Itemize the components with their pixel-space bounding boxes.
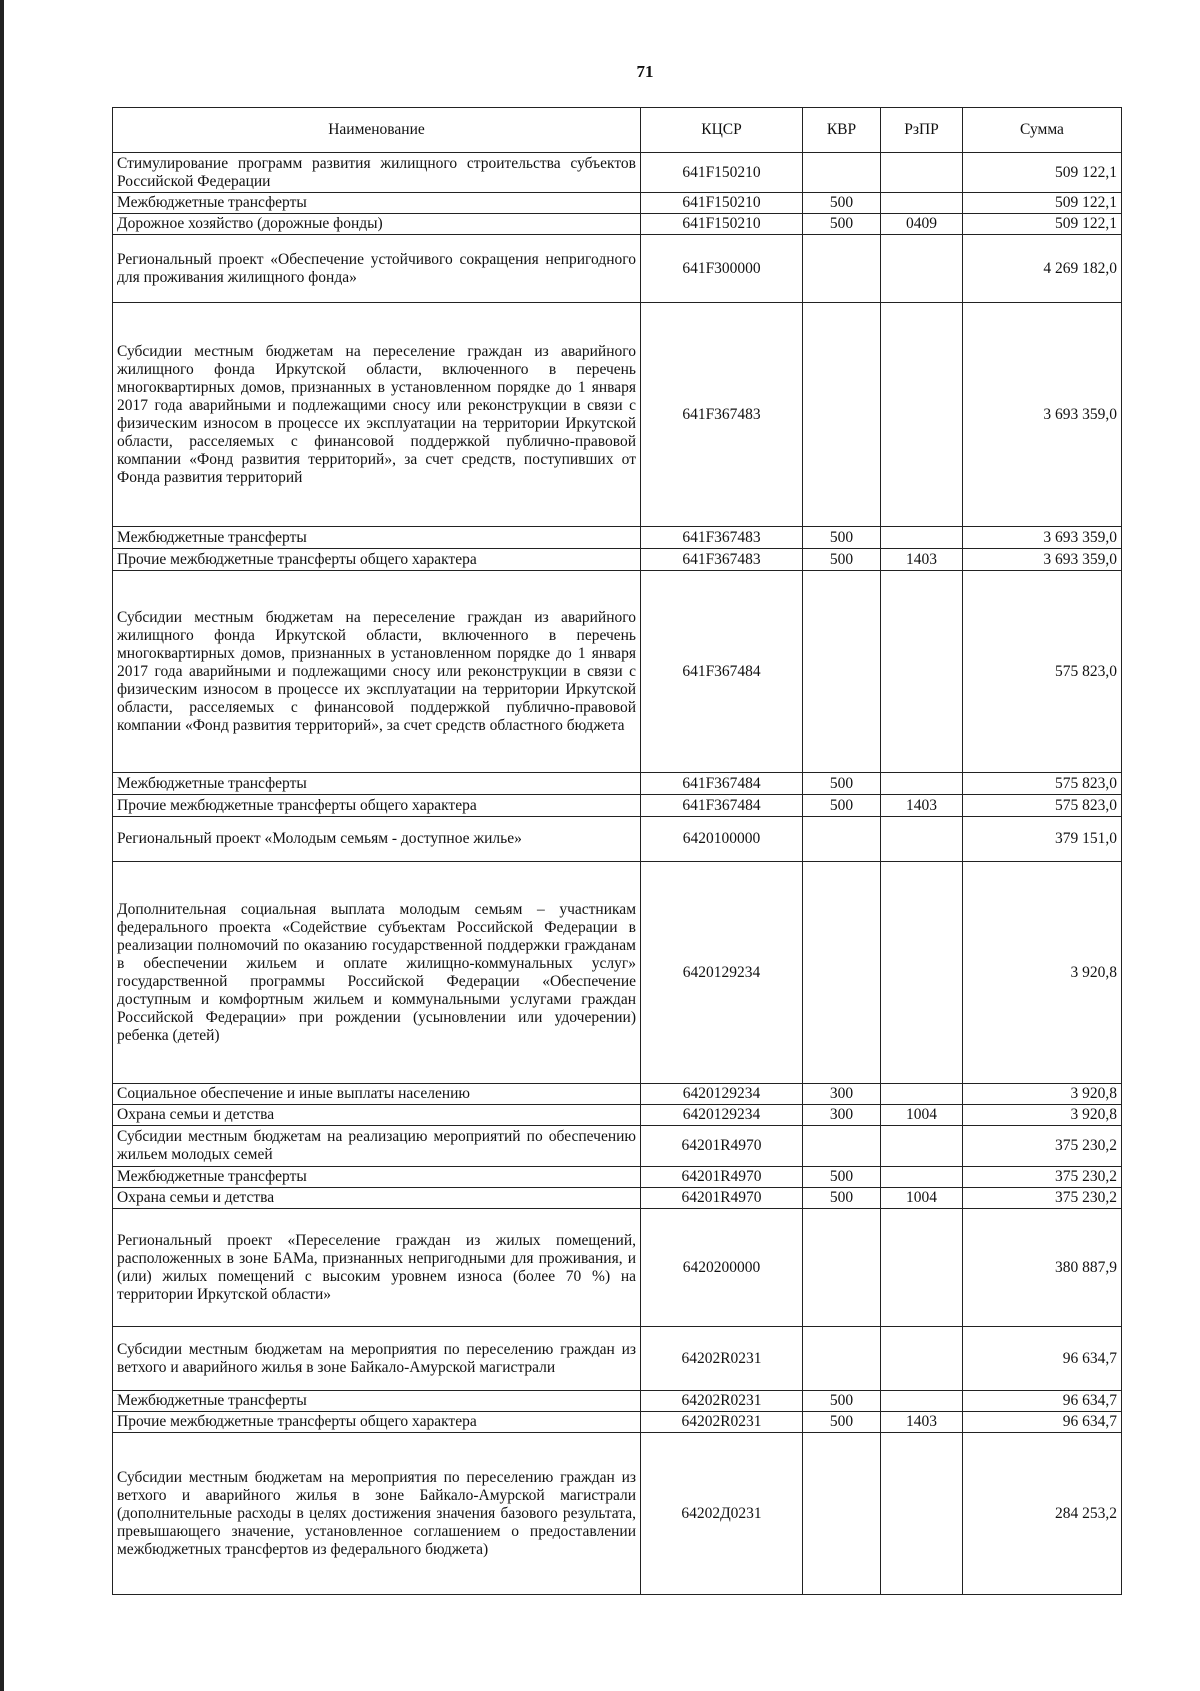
table-row [113,817,1122,862]
cell-name: Прочие межбюджетные трансферты общего характера [113,795,641,817]
cell-name: Субсидии местным бюджетам на переселение граждан из аварийного жилищного фонда Иркутской области, включенного в перечень многоквартирных домов, признанных в установленном порядке до 1 января 2017 года аварийными и подлежащими сносу или реконструкции в связи с физическим износом в процессе их эксплуатации на территории Иркутской области, расселяемых с финансовой поддержкой публично-правовой компании «Фонд развития территорий», за счет средств областного бюджета [113,571,641,773]
cell-rzpr: 1004 [881,1188,963,1209]
cell-name: Субсидии местным бюджетам на мероприятия по переселению граждан из ветхого и аварийного жилья в зоне Байкало-Амурской магистрали (дополнительные расходы в целях достижения значения базового результата, превышающего значение, установленное соглашением о предоставлении межбюджетных трансфертов из федерального бюджета) [113,1433,641,1595]
header-name: Наименование [113,108,641,153]
cell-rzpr: 1403 [881,549,963,571]
cell-sum: 575 823,0 [963,773,1122,795]
cell-rzpr: 0409 [881,214,963,235]
cell-kcsr: 6420100000 [641,817,803,862]
cell-kcsr: 641F367483 [641,303,803,527]
cell-sum: 379 151,0 [963,817,1122,862]
table-row [113,1084,1122,1105]
page-number: 71 [636,62,654,81]
cell-kvr [803,1209,881,1327]
cell-name: Субсидии местным бюджетам на переселение граждан из аварийного жилищного фонда Иркутской области, включенного в перечень многоквартирных домов, признанных в установленном порядке до 1 января 2017 года аварийными и подлежащими сносу или реконструкции в связи с физическим износом в процессе их эксплуатации на территории Иркутской области, расселяемых с финансовой поддержкой публично-правовой компании «Фонд развития территорий», за счет средств, поступивших от Фонда развития территорий [113,303,641,527]
cell-rzpr [881,303,963,527]
cell-rzpr [881,1167,963,1188]
cell-sum: 509 122,1 [963,214,1122,235]
table-row [113,795,1122,817]
cell-sum: 3 920,8 [963,862,1122,1084]
cell-kcsr: 64202R0231 [641,1327,803,1391]
table-row [113,527,1122,549]
cell-kvr: 500 [803,1412,881,1433]
cell-kvr: 500 [803,193,881,214]
table-row [113,862,1122,1084]
cell-name: Межбюджетные трансферты [113,527,641,549]
header-kcsr: КЦСР [641,108,803,153]
cell-rzpr [881,1391,963,1412]
cell-name: Межбюджетные трансферты [113,1391,641,1412]
table-row [113,303,1122,527]
cell-rzpr [881,527,963,549]
cell-rzpr: 1403 [881,1412,963,1433]
table-row [113,1188,1122,1209]
table-row [113,1391,1122,1412]
cell-sum: 575 823,0 [963,795,1122,817]
cell-kcsr: 641F150210 [641,193,803,214]
cell-kcsr: 64202R0231 [641,1391,803,1412]
cell-rzpr [881,193,963,214]
cell-name: Социальное обеспечение и иные выплаты населению [113,1084,641,1105]
table-row [113,153,1122,193]
cell-kcsr: 6420200000 [641,1209,803,1327]
cell-kvr: 300 [803,1084,881,1105]
cell-kvr: 500 [803,795,881,817]
cell-sum: 284 253,2 [963,1433,1122,1595]
cell-sum: 3 693 359,0 [963,303,1122,527]
budget-table [112,107,1122,1595]
table-row [113,571,1122,773]
cell-sum: 96 634,7 [963,1412,1122,1433]
cell-kcsr: 64201R4970 [641,1167,803,1188]
scan-edge [0,0,4,1691]
cell-sum: 96 634,7 [963,1391,1122,1412]
cell-rzpr [881,1327,963,1391]
cell-sum: 509 122,1 [963,193,1122,214]
cell-rzpr [881,773,963,795]
cell-sum: 375 230,2 [963,1167,1122,1188]
cell-kvr [803,1327,881,1391]
cell-name: Прочие межбюджетные трансферты общего характера [113,549,641,571]
cell-kvr: 500 [803,1391,881,1412]
cell-sum: 3 693 359,0 [963,549,1122,571]
cell-kcsr: 641F300000 [641,235,803,303]
cell-sum: 3 693 359,0 [963,527,1122,549]
cell-kvr: 500 [803,1167,881,1188]
cell-name: Региональный проект «Обеспечение устойчивого сокращения непригодного для проживания жилищного фонда» [113,235,641,303]
table-row [113,214,1122,235]
cell-rzpr [881,1209,963,1327]
cell-name: Субсидии местным бюджетам на реализацию мероприятий по обеспечению жильем молодых семей [113,1126,641,1167]
cell-kcsr: 641F367484 [641,795,803,817]
table-row [113,1126,1122,1167]
table-row [113,193,1122,214]
cell-kvr: 500 [803,1188,881,1209]
cell-kcsr: 64201R4970 [641,1188,803,1209]
cell-rzpr [881,235,963,303]
cell-rzpr [881,862,963,1084]
cell-rzpr [881,1126,963,1167]
cell-name: Дорожное хозяйство (дорожные фонды) [113,214,641,235]
cell-sum: 3 920,8 [963,1084,1122,1105]
cell-kcsr: 641F150210 [641,214,803,235]
cell-name: Субсидии местным бюджетам на мероприятия по переселению граждан из ветхого и аварийного жилья в зоне Байкало-Амурской магистрали [113,1327,641,1391]
table-row [113,1167,1122,1188]
cell-name: Региональный проект «Молодым семьям - доступное жилье» [113,817,641,862]
cell-kcsr: 641F367483 [641,549,803,571]
cell-rzpr [881,571,963,773]
cell-name: Стимулирование программ развития жилищного строительства субъектов Российской Федерации [113,153,641,193]
header-kvr: КВР [803,108,881,153]
cell-kcsr: 6420129234 [641,1105,803,1126]
cell-name: Межбюджетные трансферты [113,193,641,214]
cell-name: Дополнительная социальная выплата молодым семьям – участникам федерального проекта «Содействие субъектам Российской Федерации в реализации полномочий по оказанию государственной поддержки гражданам в обеспечении жильем и оплате жилищно-коммунальных услуг» государственной программы Российской Федерации «Обеспечение доступным и комфортным жильем и коммунальными услугами граждан Российской Федерации» при рождении (усыновлении или удочерении) ребенка (детей) [113,862,641,1084]
cell-kcsr: 64202R0231 [641,1412,803,1433]
cell-sum: 509 122,1 [963,153,1122,193]
cell-sum: 96 634,7 [963,1327,1122,1391]
cell-kvr: 300 [803,1105,881,1126]
cell-kcsr: 641F367484 [641,773,803,795]
cell-name: Региональный проект «Переселение граждан из жилых помещений, расположенных в зоне БАМа, признанных непригодными для проживания, и (или) жилых помещений с высоким уровнем износа (более 70 %) на территории Иркутской области» [113,1209,641,1327]
cell-kvr [803,153,881,193]
cell-sum: 575 823,0 [963,571,1122,773]
cell-name: Прочие межбюджетные трансферты общего характера [113,1412,641,1433]
cell-sum: 375 230,2 [963,1126,1122,1167]
table-row [113,1433,1122,1595]
cell-kvr [803,1126,881,1167]
cell-kvr [803,862,881,1084]
table-row [113,235,1122,303]
cell-sum: 3 920,8 [963,1105,1122,1126]
cell-kvr [803,571,881,773]
cell-rzpr [881,1433,963,1595]
cell-rzpr: 1004 [881,1105,963,1126]
cell-kvr: 500 [803,773,881,795]
cell-kvr [803,817,881,862]
header-rzpr: РзПР [881,108,963,153]
cell-name: Межбюджетные трансферты [113,773,641,795]
cell-rzpr: 1403 [881,795,963,817]
cell-kvr [803,303,881,527]
cell-kvr: 500 [803,527,881,549]
cell-kvr [803,1433,881,1595]
table-row [113,1105,1122,1126]
cell-kcsr: 641F367484 [641,571,803,773]
table-row [113,1209,1122,1327]
cell-rzpr [881,817,963,862]
cell-kcsr: 641F150210 [641,153,803,193]
table-row [113,1412,1122,1433]
cell-kvr: 500 [803,549,881,571]
cell-kcsr: 6420129234 [641,862,803,1084]
cell-kcsr: 641F367483 [641,527,803,549]
cell-rzpr [881,1084,963,1105]
cell-sum: 375 230,2 [963,1188,1122,1209]
cell-kcsr: 64201R4970 [641,1126,803,1167]
table-row [113,549,1122,571]
cell-sum: 4 269 182,0 [963,235,1122,303]
cell-sum: 380 887,9 [963,1209,1122,1327]
cell-kcsr: 64202Д0231 [641,1433,803,1595]
cell-kcsr: 6420129234 [641,1084,803,1105]
table-header-row [113,108,1122,153]
cell-rzpr [881,153,963,193]
table-row [113,1327,1122,1391]
table-row [113,773,1122,795]
cell-name: Межбюджетные трансферты [113,1167,641,1188]
cell-kvr: 500 [803,214,881,235]
cell-name: Охрана семьи и детства [113,1188,641,1209]
cell-name: Охрана семьи и детства [113,1105,641,1126]
header-sum: Сумма [963,108,1122,153]
cell-kvr [803,235,881,303]
